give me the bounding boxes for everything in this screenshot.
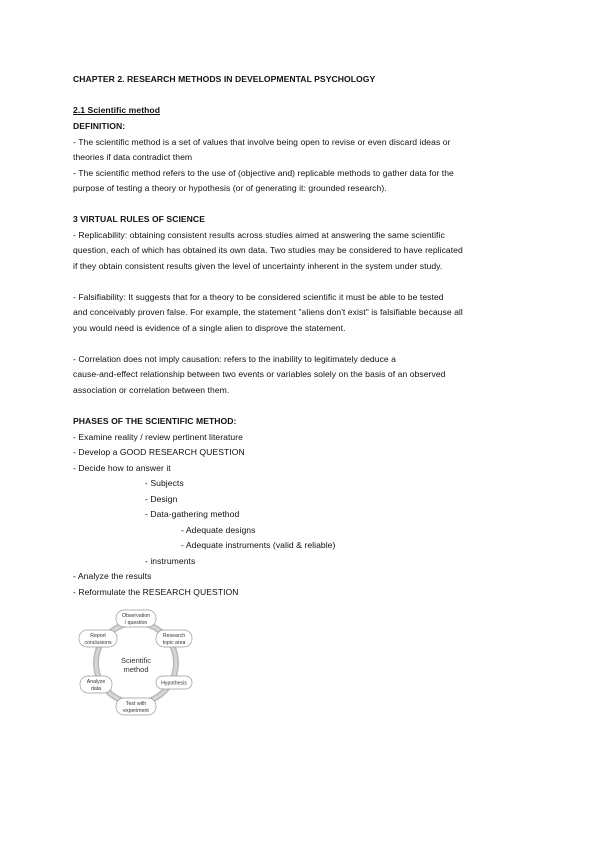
rule-replicability-line: - Replicability: obtaining consistent results across studies aimed at answering the same scientific (73, 230, 445, 240)
definition-line: - The scientific method is a set of values that involve being open to revise or even discard ideas or (73, 137, 451, 147)
svg-text:Research: Research (162, 633, 186, 639)
node-analyze (80, 676, 112, 693)
svg-text:/ question: / question (124, 620, 148, 626)
node-hypothesis (156, 676, 192, 689)
phase-subsubitem: - Adequate designs (181, 525, 256, 535)
rule-correlation-line: - Correlation does not imply causation: refers to the inability to legitimately deduce a (73, 354, 397, 364)
svg-text:Analyze: Analyze (86, 679, 106, 685)
diagram-center-line2: method (123, 665, 149, 674)
rule-replicability-line: question, each of which has obtained its own data. Two studies may be considered to have replicated (73, 245, 463, 255)
svg-text:Observation: Observation (122, 613, 150, 619)
phase-item: - Decide how to answer it (73, 463, 171, 473)
svg-text:conclusions: conclusions (84, 640, 112, 646)
chapter-title: CHAPTER 2. RESEARCH METHODS IN DEVELOPMENTAL PSYCHOLOGY (73, 74, 376, 84)
phase-subitem: - Subjects (145, 478, 184, 488)
phase-subitem: - instruments (145, 556, 196, 566)
svg-text:topic area: topic area (162, 640, 186, 646)
node-research (156, 630, 192, 647)
definition-line: theories if data contradict them (73, 152, 193, 162)
rule-correlation-line: association or correlation between them. (73, 385, 230, 395)
svg-text:Report: Report (90, 633, 106, 639)
phase-subsubitem: - Adequate instruments (valid & reliable) (181, 540, 336, 550)
rule-falsifiability-line: you would need is evidence of a single alien to disprove the statement. (73, 323, 346, 333)
svg-text:experiment: experiment (123, 708, 149, 714)
section-title: 2.1 Scientific method (73, 105, 161, 115)
phase-item: - Reformulate the RESEARCH QUESTION (73, 587, 239, 597)
rule-correlation-line: cause-and-effect relationship between two events or variables solely on the basis of an observed (73, 369, 446, 379)
phase-item: - Develop a GOOD RESEARCH QUESTION (73, 447, 245, 457)
phase-item: - Analyze the results (73, 571, 152, 581)
definition-line: purpose of testing a theory or hypothesis (or of generating it: grounded research). (73, 183, 387, 193)
node-observation (116, 610, 156, 627)
node-test (116, 698, 156, 715)
phases-heading: PHASES OF THE SCIENTIFIC METHOD: (73, 416, 237, 426)
diagram-center-line1: Scientific (120, 656, 152, 665)
definition-heading: DEFINITION: (73, 121, 126, 131)
rule-falsifiability-line: - Falsifiability: It suggests that for a theory to be considered scientific it must be able to be tested (73, 292, 444, 302)
phase-subitem: - Data-gathering method (145, 509, 240, 519)
definition-line: - The scientific method refers to the use of (objective and) replicable methods to gather data for the (73, 168, 454, 178)
scientific-method-diagram (76, 608, 196, 718)
svg-text:Test with: Test with (125, 701, 147, 707)
rule-falsifiability-line: and conceivably proven false. For example, the statement "aliens don't exist" is falsifiable because all (73, 307, 463, 317)
phase-item: - Examine reality / review pertinent literature (73, 432, 243, 442)
node-report (79, 630, 117, 647)
svg-text:Hypothesis: Hypothesis (161, 680, 187, 687)
rule-replicability-line: if they obtain consistent results given the level of uncertainty inherent in the system under study. (73, 261, 443, 271)
rules-heading: 3 VIRTUAL RULES OF SCIENCE (73, 214, 205, 224)
svg-text:data: data (90, 686, 102, 692)
phase-subitem: - Design (145, 494, 178, 504)
